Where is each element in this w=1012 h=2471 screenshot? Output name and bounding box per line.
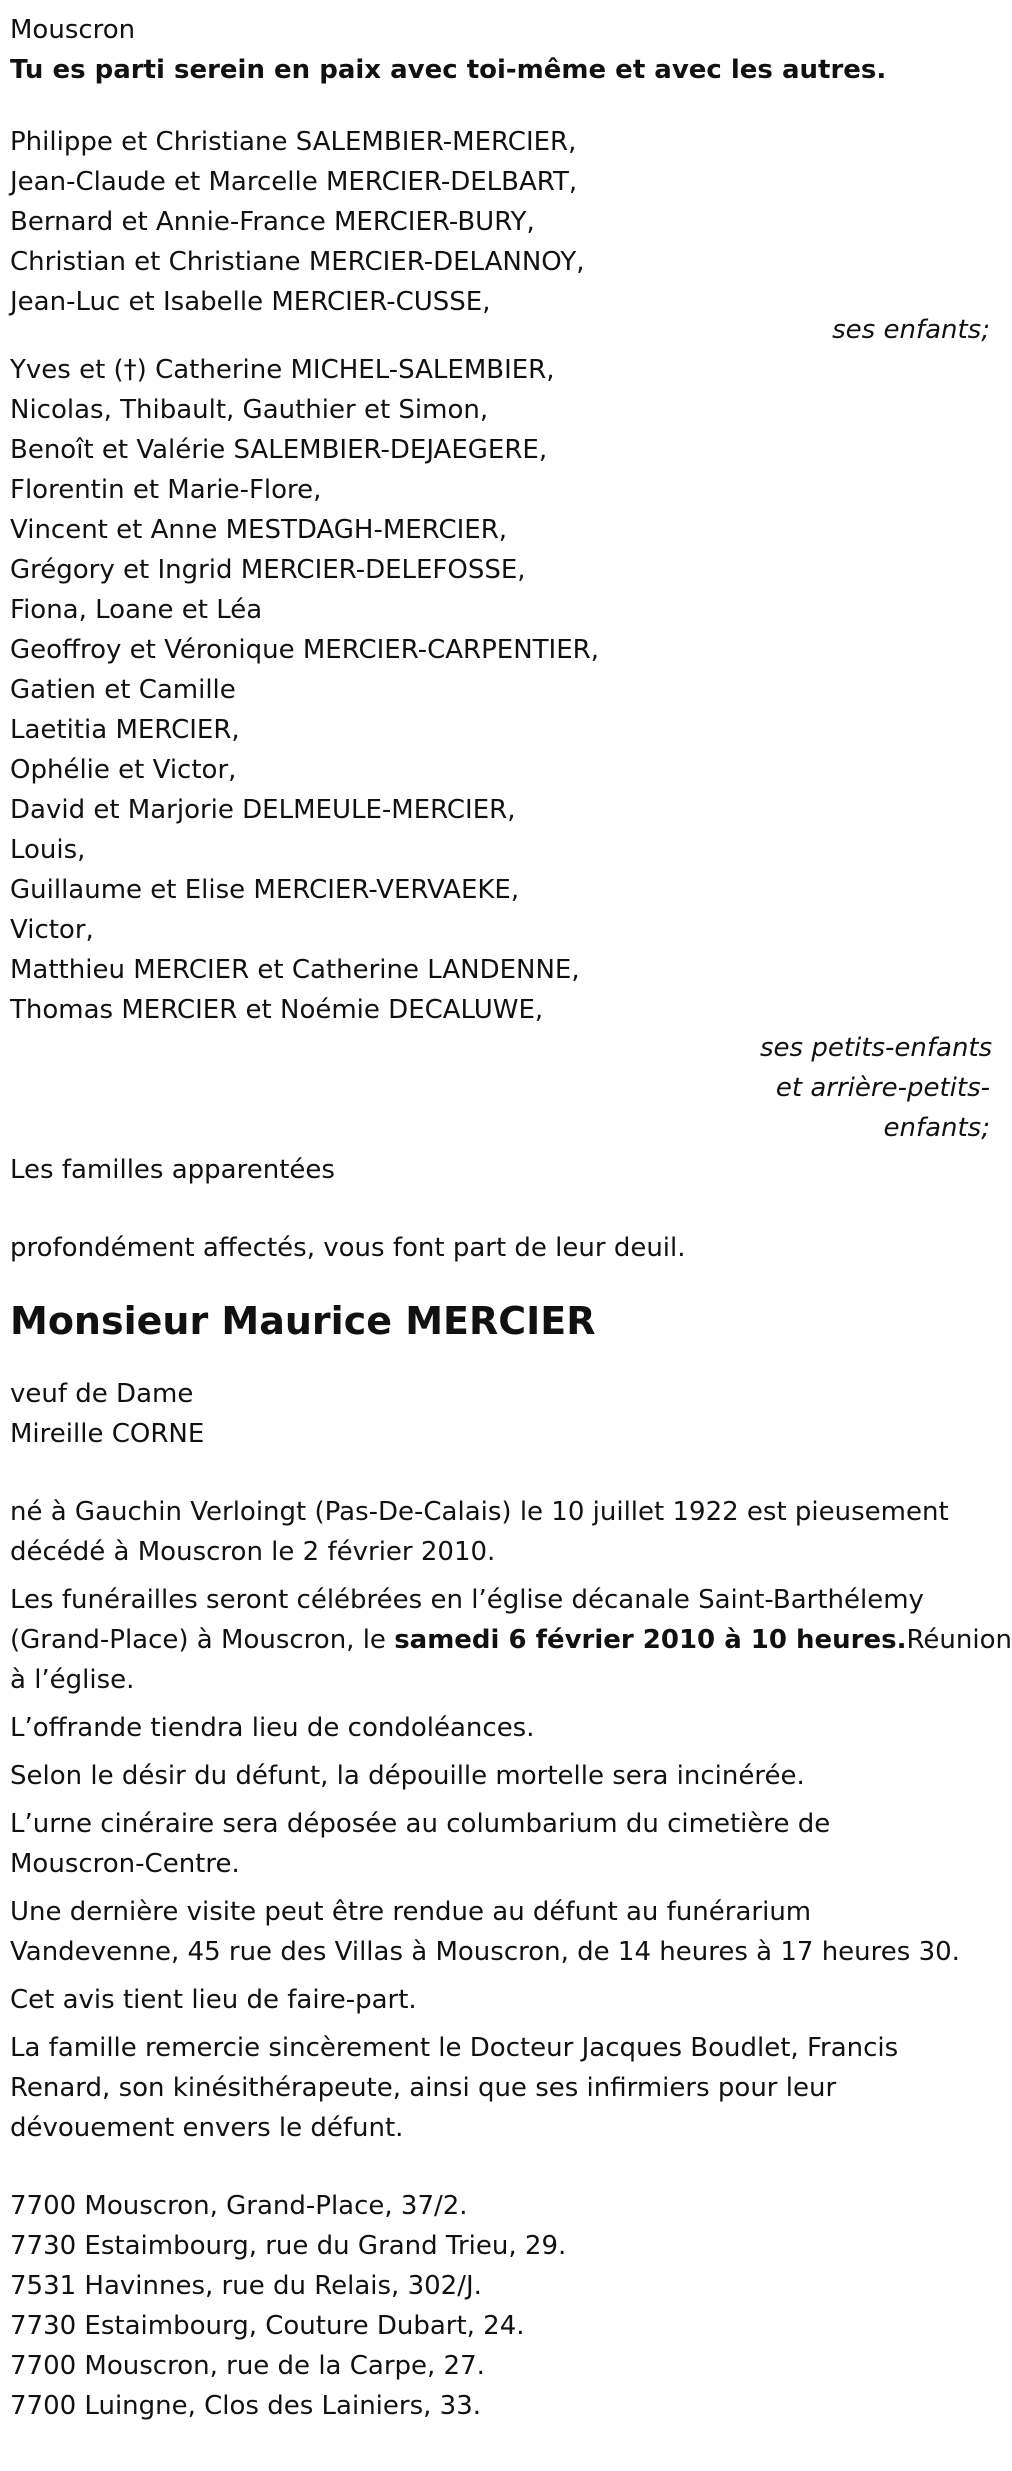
paragraph-line: Mouscron-Centre.	[10, 1849, 240, 1879]
notice-paragraph	[10, 1980, 990, 2020]
paragraph-line: Renard, son kinésithérapeute, ainsi que ses infirmiers pour leur	[10, 2073, 837, 2103]
spouse-name: Mireille CORNE	[10, 1419, 205, 1449]
grandchild-name: Grégory et Ingrid MERCIER-DELEFOSSE,	[10, 555, 526, 585]
grandchildren-label-line: enfants;	[883, 1113, 990, 1143]
birth-death-paragraph	[10, 1492, 990, 1572]
address-list	[10, 2186, 990, 2426]
tagline: Tu es parti serein en paix avec toi-même et avec les autres.	[10, 55, 887, 85]
funeral-reunion-text: Réunion	[906, 1625, 1012, 1655]
paragraph-line: dévouement envers le défunt.	[10, 2113, 404, 2143]
grandchild-name: Yves et (†) Catherine MICHEL-SALEMBIER,	[10, 355, 555, 385]
grandchild-name: Thomas MERCIER et Noémie DECALUWE,	[10, 995, 544, 1025]
cremation-paragraph	[10, 1756, 990, 1796]
widower-line: veuf de Dame	[10, 1379, 194, 1409]
paragraph-line: né à Gauchin Verloingt (Pas-De-Calais) le 10 juillet 1922 est pieusement	[10, 1497, 949, 1527]
grandchild-name: Florentin et Marie-Flore,	[10, 475, 322, 505]
grandchild-name: Louis,	[10, 835, 86, 865]
grandchild-name: Victor,	[10, 915, 94, 945]
grandchildren-label-line: et arrière-petits-	[775, 1073, 990, 1103]
city-header: Mouscron	[10, 15, 136, 45]
grandchild-name: Laetitia MERCIER,	[10, 715, 240, 745]
paragraph-line: décédé à Mouscron le 2 février 2010.	[10, 1537, 496, 1567]
address-line: 7730 Estaimbourg, Couture Dubart, 24.	[10, 2311, 525, 2341]
grandchild-name: Fiona, Loane et Léa	[10, 595, 263, 625]
deceased-name: Monsieur Maurice MERCIER	[10, 1299, 596, 1343]
children-list	[10, 122, 990, 322]
paragraph-line: L’urne cinéraire sera déposée au columbarium du cimetière de	[10, 1809, 831, 1839]
grandchildren-label	[760, 1028, 993, 1148]
visit-paragraph	[10, 1892, 990, 1972]
paragraph-line	[10, 1620, 1012, 1660]
paragraph-line: Vandevenne, 45 rue des Villas à Mouscron, de 14 heures à 17 heures 30.	[10, 1937, 960, 1967]
address-line: 7700 Mouscron, Grand-Place, 37/2.	[10, 2191, 468, 2221]
grandchild-name: Matthieu MERCIER et Catherine LANDENNE,	[10, 955, 580, 985]
children-label: ses enfants;	[832, 315, 990, 345]
child-name: Jean-Luc et Isabelle MERCIER-CUSSE,	[10, 287, 491, 317]
paragraph-line: à l’église.	[10, 1665, 135, 1695]
paragraph-line: Une dernière visite peut être rendue au défunt au funérarium	[10, 1897, 812, 1927]
paragraph-line: Cet avis tient lieu de faire-part.	[10, 1985, 417, 2015]
grandchild-name: Ophélie et Victor,	[10, 755, 237, 785]
grandchild-name: David et Marjorie DELMEULE-MERCIER,	[10, 795, 516, 825]
child-name: Bernard et Annie-France MERCIER-BURY,	[10, 207, 535, 237]
urn-paragraph	[10, 1804, 990, 1884]
grandchild-name: Gatien et Camille	[10, 675, 236, 705]
offering-paragraph	[10, 1708, 990, 1748]
paragraph-line: Les funérailles seront célébrées en l’église décanale Saint-Barthélemy	[10, 1585, 924, 1615]
grandchildren-list	[10, 350, 990, 1030]
funeral-date: samedi 6 février 2010 à 10 heures.	[394, 1625, 907, 1655]
grandchild-name: Guillaume et Elise MERCIER-VERVAEKE,	[10, 875, 520, 905]
address-line: 7700 Luingne, Clos des Lainiers, 33.	[10, 2391, 482, 2421]
paragraph-line: La famille remercie sincèrement le Docteur Jacques Boudlet, Francis	[10, 2033, 899, 2063]
thanks-paragraph	[10, 2028, 990, 2148]
child-name: Jean-Claude et Marcelle MERCIER-DELBART,	[10, 167, 578, 197]
child-name: Philippe et Christiane SALEMBIER-MERCIER,	[10, 127, 577, 157]
address-line: 7730 Estaimbourg, rue du Grand Trieu, 29.	[10, 2231, 567, 2261]
grandchild-name: Vincent et Anne MESTDAGH-MERCIER,	[10, 515, 508, 545]
grandchildren-label-line: ses petits-enfants	[760, 1033, 993, 1063]
grandchild-name: Benoît et Valérie SALEMBIER-DEJAEGERE,	[10, 435, 548, 465]
deeply-affected-line: profondément affectés, vous font part de leur deuil.	[10, 1233, 686, 1263]
grandchild-name: Geoffroy et Véronique MERCIER-CARPENTIER,	[10, 635, 599, 665]
funeral-place-text: (Grand-Place) à Mouscron, le	[10, 1625, 395, 1655]
related-families: Les familles apparentées	[10, 1155, 335, 1185]
funeral-paragraph	[10, 1580, 1012, 1700]
child-name: Christian et Christiane MERCIER-DELANNOY,	[10, 247, 585, 277]
paragraph-line: L’offrande tiendra lieu de condoléances.	[10, 1713, 535, 1743]
grandchild-name: Nicolas, Thibault, Gauthier et Simon,	[10, 395, 489, 425]
paragraph-line: Selon le désir du défunt, la dépouille mortelle sera incinérée.	[10, 1761, 805, 1791]
address-line: 7700 Mouscron, rue de la Carpe, 27.	[10, 2351, 485, 2381]
address-line: 7531 Havinnes, rue du Relais, 302/J.	[10, 2271, 482, 2301]
